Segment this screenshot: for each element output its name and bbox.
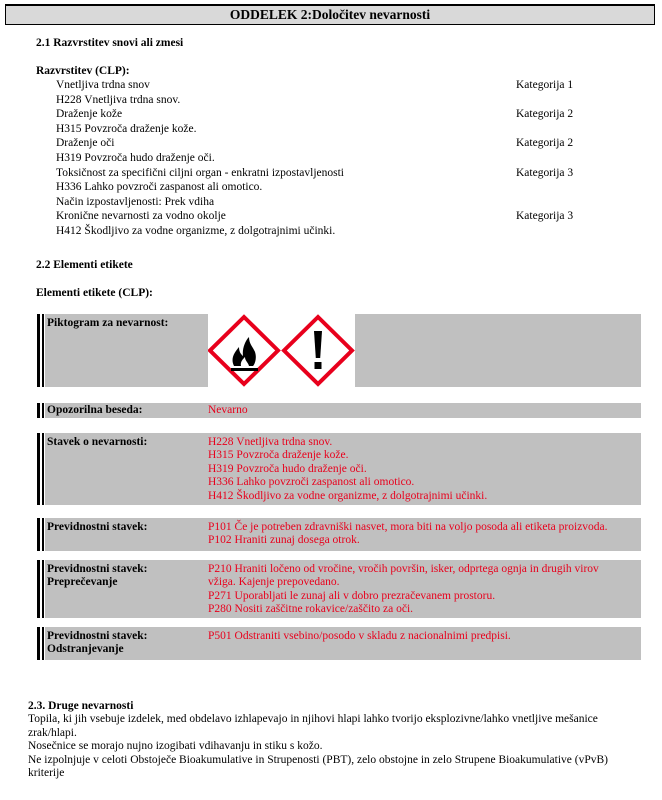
ghs-pictograms — [208, 314, 355, 387]
hazard-statements-label: Stavek o nevarnosti: — [45, 433, 208, 505]
section-title: ODDELEK 2:Določitev nevarnosti — [5, 4, 655, 25]
precaution-general-list — [208, 518, 641, 551]
precaution-disposal-block — [37, 627, 641, 660]
classification-category: Kategorija 3 — [516, 210, 574, 223]
hazard-statements-list — [208, 433, 641, 505]
other-hazards-line: zrak/hlapi. — [28, 726, 77, 739]
section-2-3-heading: 2.3. Druge nevarnosti — [28, 700, 134, 712]
classification-row-text: Vnetljiva trdna snov — [56, 79, 150, 91]
clp-classification-heading: Razvrstitev (CLP): — [36, 65, 130, 77]
section-2-2-heading: 2.2 Elementi etikete — [36, 259, 133, 271]
hazard-statement: H228 Vnetljiva trdna snov. — [208, 436, 333, 448]
hazard-statement: H336 Lahko povzroči zaspanost ali omotico. — [208, 476, 415, 489]
precaution-statement: P102 Hraniti zunaj dosega otrok. — [208, 534, 360, 547]
precaution-disposal-label: Previdnostni stavek: Odstranjevanje — [45, 627, 208, 660]
classification-row-text: H336 Lahko povzroči zaspanost ali omotico. — [56, 181, 263, 194]
precaution-statement: P501 Odstraniti vsebino/posodo v skladu z nacionalnimi predpisi. — [208, 630, 511, 642]
other-hazards-line: kriterije — [28, 767, 65, 780]
precaution-general-block — [37, 518, 641, 551]
precaution-statement: P101 Če je potreben zdravniški nasvet, mora biti na voljo posoda ali etiketa proizvoda. — [208, 521, 608, 533]
precaution-general-label: Previdnostni stavek: — [45, 518, 208, 551]
classification-row-text: H412 Škodljivo za vodne organizme, z dolgotrajnimi učinki. — [56, 225, 336, 237]
classification-row-text: H228 Vnetljiva trdna snov. — [56, 93, 181, 106]
hazard-statement: H412 Škodljivo za vodne organizme, z dolgotrajnimi učinki. — [208, 489, 488, 502]
classification-row-text: H319 Povzroča hudo draženje oči. — [56, 152, 215, 164]
exclamation-mark-icon — [284, 317, 352, 384]
label-elements-heading: Elementi etikete (CLP): — [36, 287, 153, 299]
classification-row-text: Toksičnost za specifični ciljni organ - enkratni izpostavljenosti — [56, 166, 345, 179]
classification-category: Kategorija 2 — [516, 137, 574, 150]
classification-row-text: Draženje oči — [56, 137, 115, 150]
signal-word-block — [37, 403, 641, 418]
pictogram-label: Piktogram za nevarnost: — [45, 314, 208, 387]
precaution-statement: vžiga. Kajenje prepovedano. — [208, 576, 340, 589]
hazard-statements-block — [37, 433, 641, 505]
flame-icon — [210, 317, 278, 384]
classification-row-text: Draženje kože — [56, 108, 123, 121]
precaution-statement: P210 Hraniti ločeno od vročine, vročih površin, isker, odprtega ognja in drugih virov — [208, 563, 599, 575]
hazard-statement: H315 Povzroča draženje kože. — [208, 449, 349, 462]
pictogram-block — [37, 314, 641, 387]
precaution-prevention-list — [208, 560, 641, 618]
classification-row-text: Način izpostavljenosti: Prek vdiha — [56, 195, 215, 208]
classification-row-text: Kronične nevarnosti za vodno okolje — [56, 210, 226, 223]
other-hazards-line: Nosečnice se morajo nujno izogibati vdihavanju in stiku s kožo. — [28, 740, 323, 753]
precaution-statement: P271 Uporabljati le zunaj ali v dobro prezračevanem prostoru. — [208, 589, 496, 602]
precaution-disposal-list — [208, 627, 641, 660]
other-hazards-text — [28, 713, 608, 781]
precaution-statement: P280 Nositi zaščitne rokavice/zaščito za oči. — [208, 603, 414, 616]
classification-category: Kategorija 3 — [516, 166, 574, 179]
classification-category: Kategorija 1 — [516, 79, 574, 91]
precaution-prevention-label: Previdnostni stavek: Preprečevanje — [45, 560, 208, 618]
signal-word-value: Nevarno — [208, 403, 641, 418]
signal-word-label: Opozorilna beseda: — [45, 403, 208, 418]
other-hazards-line: Topila, ki jih vsebuje izdelek, med obdelavo izhlapevajo in njihovi hlapi lahko tvorijo eksplozivne/lahko vnetljive mešanice — [28, 713, 598, 725]
other-hazards-line: Ne izpolnjuje v celoti Obstoječe Bioakumulative in Strupenosti (PBT), zelo obstojne in zelo Strupene Bioakumulative (vPvB) — [28, 753, 609, 766]
hazard-statement: H319 Povzroča hudo draženje oči. — [208, 462, 367, 475]
classification-category: Kategorija 2 — [516, 108, 574, 121]
precaution-prevention-block — [37, 560, 641, 618]
section-2-1-heading: 2.1 Razvrstitev snovi ali zmesi — [36, 37, 184, 49]
classification-row-text: H315 Povzroča draženje kože. — [56, 122, 197, 135]
